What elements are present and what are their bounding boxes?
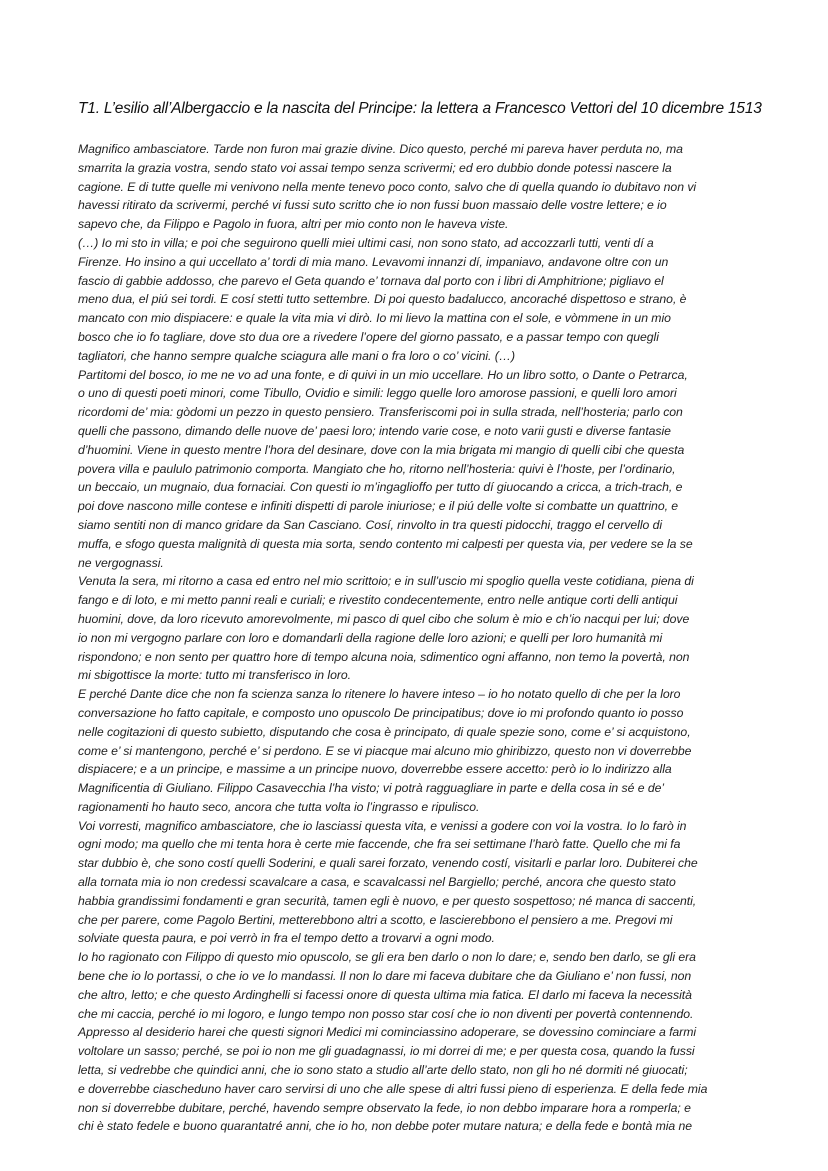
text-line: ne vergognassi.: [78, 555, 164, 570]
text-line: solviate questa paura, e poi verrò in fra el tempo detto a trovarvi a ogni modo.: [78, 931, 495, 946]
text-line: star dubbio è, che sono costí quelli Soderini, e quali sarei forzato, venendo costí, visitarli e parlar loro. Dubiterei che: [78, 856, 698, 871]
text-line: alla tornata mia io non credessi scavalcare a casa, e scavalcassi nel Bargiello; perché, ancora che questo stato: [78, 875, 676, 890]
text-line: muffa, e sfogo questa malignità di questa mia sorta, sendo contento mi calpesti per questa via, per vedere se la se: [78, 536, 693, 551]
text-line: huomini, dove, da loro ricevuto amorevolmente, mi pasco di quel cibo che solum è mio e ch’io nacqui per lui; dove: [78, 611, 690, 626]
text-line: dispiacere; e a un principe, e massime a un principe nuovo, doverrebbe essere accetto: però io lo indirizzo alla: [78, 762, 672, 777]
document-body: [78, 140, 768, 1136]
text-line: E perché Dante dice che non fa scienza sanza lo ritenere lo havere inteso – io ho notato quello di che per la loro: [78, 687, 681, 702]
text-line: che mi caccia, perché io mi logoro, e lungo tempo non posso star cosí che io non diventi per povertà contennendo.: [78, 1006, 694, 1021]
text-line: tagliatori, che hanno sempre qualche sciagura alle mani o fra loro o co’ vicini. (…): [78, 348, 516, 363]
text-line: e doverrebbe ciascheduno haver caro servirsi di uno che alle spese di altri fussi pieno di esperienza. E della fede mia: [78, 1081, 708, 1096]
text-line: Io ho ragionato con Filippo di questo mio opuscolo, se gli era ben darlo o non lo dare; e, sendo ben darlo, se gli era: [78, 950, 696, 965]
text-line: d’huomini. Viene in questo mentre l’hora del desinare, dove con la mia brigata mi mangio di quelli cibi che questa: [78, 442, 685, 457]
text-line: non si doverrebbe dubitare, perché, havendo sempre observato la fede, io non debbo imparare hora a romperla; e: [78, 1100, 691, 1115]
text-line: havessi ritirato da scrivermi, perché vi fussi suto scritto che io non fussi buon massaio delle vostre lettere; e io: [78, 198, 667, 213]
text-line: ricordomi de’ mia: gòdomi un pezzo in questo pensiero. Transferiscomi poi in sulla strada, nell’hosteria; parlo con: [78, 405, 683, 420]
text-line: habbia grandissimi fondamenti e gran securità, tamen egli è nuovo, e per questo sospettoso; né manca di saccenti,: [78, 893, 697, 908]
text-line: Firenze. Ho insino a qui uccellato a’ tordi di mia mano. Levavomi innanzi dí, impaniavo, andavone oltre con un: [78, 254, 669, 269]
text-line: letta, si vedrebbe che quindici anni, che io sono stato a studio all’arte dello stato, non gli ho né dormiti né giuocati;: [78, 1063, 688, 1078]
text-line: un beccaio, un mugnaio, dua fornaciai. Con questi io m’ingaglioffo per tutto dí giuocando a cricca, a trich-trach, e: [78, 480, 683, 495]
text-line: rispondono; e non sento per quattro hore di tempo alcuna noia, sdimentico ogni affanno, non temo la povertà, non: [78, 649, 690, 664]
text-line: nelle cogitazioni di questo subietto, disputando che cosa è principato, di quale spezie sono, come e’ si acquistono,: [78, 724, 691, 739]
text-line: chi è stato fedele e buono quarantatré anni, che io ho, non debbe poter mutare natura; e della fede e bontà mia ne: [78, 1119, 693, 1134]
text-line: mancato con mio dispiacere: e quale la vita mia vi dirò. Io mi lievo la mattina con el sole, e vòmmene in un mio: [78, 311, 671, 326]
text-line: Magnificentia di Giuliano. Filippo Casavecchia l’ha visto; vi potrà ragguagliare in parte e della cosa in sé e de’: [78, 781, 665, 796]
text-line: che altro, letto; e che questo Ardinghelli si facessi onore di questa ultima mia fatica. El darlo mi faceva la necessità: [78, 987, 692, 1002]
text-line: smarrita la grazia vostra, sendo stato voi assai tempo senza scrivermi; ed ero dubbio donde potessi nascere la: [78, 160, 672, 175]
text-line: Appresso al desiderio harei che questi signori Medici mi cominciassino adoperare, se dovessino cominciare a farmi: [78, 1025, 697, 1040]
text-line: meno dua, el piú sei tordi. E cosí stetti tutto settembre. Di poi questo badalucco, ancoraché dispettoso e strano, è: [78, 292, 687, 307]
text-line: Magnifico ambasciatore. Tarde non furon mai grazie divine. Dico questo, perché mi pareva haver perduta no, ma: [78, 142, 683, 156]
text-line: conversazione ho fatto capitale, e composto uno opuscolo De principatibus; dove io mi profondo quanto io posso: [78, 705, 684, 720]
text-line: fascio di gabbie addosso, che parevo el Geta quando e’ tornava dal porto con i libri di Amphitrione; pigliavo el: [78, 273, 664, 288]
text-line: Partitomi del bosco, io me ne vo ad una fonte, e di quivi in un mio uccellare. Ho un libro sotto, o Dante o Petrarca,: [78, 367, 688, 382]
text-line: ogni modo; ma quello che mi tenta hora è certe mie faccende, che fra sei settimane l’harò fatte. Quello che mi fa: [78, 837, 681, 852]
text-line: povera villa e paululo patrimonio comporta. Mangiato che ho, ritorno nell’hosteria: quivi è l’hoste, per l’ordinario,: [78, 461, 676, 476]
text-line: bene che io lo portassi, o che io ve lo mandassi. Il non lo dare mi faceva dubitare che da Giuliano e’ non fussi, non: [78, 969, 692, 984]
text-line: Voi vorresti, magnifico ambasciatore, che io lasciassi questa vita, e venissi a godere con voi la vostra. Io lo farò in: [78, 818, 687, 833]
text-line: poi dove nascono mille contese e infiniti dispetti di parole iniuriose; e il piú delle volte si combatte un quattrino, e: [78, 499, 679, 514]
text-line: mi sbigottisce la morte: tutto mi transferisco in loro.: [78, 668, 351, 683]
text-line: bosco che io fo tagliare, dove sto dua ore a rivedere l’opere del giorno passato, e a passar tempo con quegli: [78, 329, 659, 344]
text-line: (…) Io mi sto in villa; e poi che seguirono quelli miei ultimi casi, non sono stato, ad accozzarli tutti, venti dí a: [78, 235, 654, 250]
text-line: io non mi vergogno parlare con loro e domandarli della ragione delle loro azioni; e quelli per loro humanità mi: [78, 630, 663, 645]
text-line: sapevo che, da Filippo e Pagolo in fuora, altri per mio conto non le haveva viste.: [78, 217, 509, 232]
document-title: T1. L’esilio all’Albergaccio e la nascita del Principe: la lettera a Francesco Vettori del 10 dicembre 1513: [78, 100, 762, 117]
text-line: come e’ si mantengono, perché e’ si perdono. E se vi piacque mai alcuno mio ghiribizzo, questo non vi doverrebbe: [78, 743, 692, 758]
text-line: cagione. E di tutte quelle mi venivono nella mente tenevo poco conto, salvo che di quella quando io dubitavo non vi: [78, 179, 697, 194]
text-line: quelli che passono, dimando delle nuove de’ paesi loro; intendo varie cose, e noto varii gusti e diverse fantasie: [78, 423, 671, 438]
text-line: fango e di loto, e mi metto panni reali e curiali; e rivestito condecentemente, entro nelle antique corti delli antiqui: [78, 593, 678, 608]
text-line: o uno di questi poeti minori, come Tibullo, Ovidio e simili: leggo quelle loro amorose passioni, e quelli loro amori: [78, 386, 677, 401]
text-line: siamo sentiti non di manco gridare da San Casciano. Cosí, rinvolto in tra questi pidocchi, traggo el cervello di: [78, 517, 663, 532]
text-line: che per parere, come Pagolo Bertini, metterebbono altri a scotto, e lascierebbono el pensiero a me. Pregovi mi: [78, 912, 673, 927]
text-line: Venuta la sera, mi ritorno a casa ed entro nel mio scrittoio; e in sull’uscio mi spoglio quella veste cotidiana, piena di: [78, 574, 694, 589]
text-line: voltolare un sasso; perché, se poi io non me gli guadagnassi, io mi dorrei di me; e per questa cosa, quando la fussi: [78, 1044, 695, 1059]
text-line: ragionamenti ho hauto seco, ancora che tutta volta io l’ingrasso e ripulisco.: [78, 799, 480, 814]
